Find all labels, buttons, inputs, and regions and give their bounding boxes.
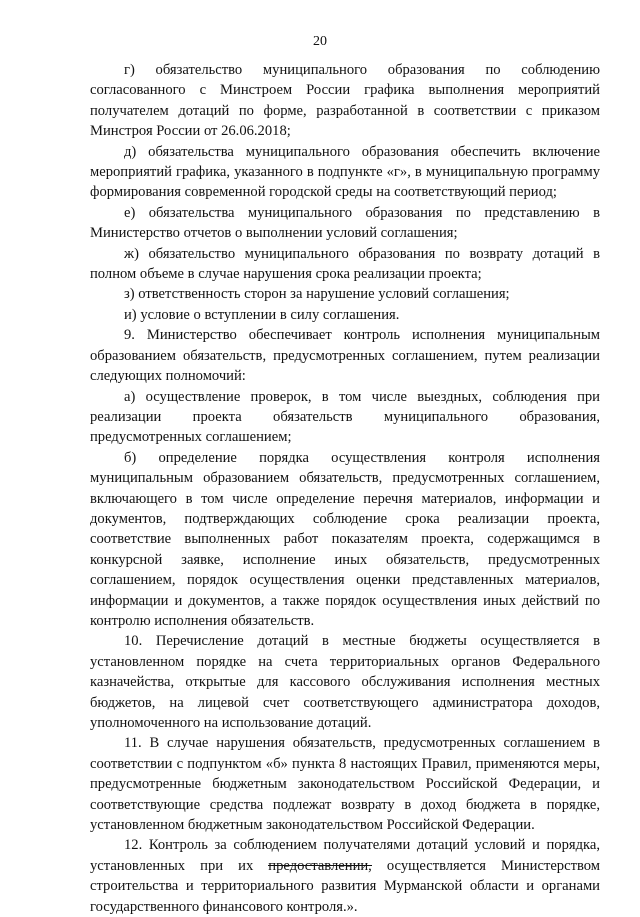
closing-separator-line <box>268 865 372 866</box>
document-body <box>90 60 600 917</box>
page-number: 20 <box>313 34 327 49</box>
paragraph-sub-e: е) обязательства муниципального образования по представлению в Министерство отчетов о выполнении условий соглашения; <box>90 204 600 242</box>
paragraph-sub-d: д) обязательства муниципального образования обеспечить включение мероприятий графика, указанного в подпункте «г», в муниципальную программу формирования современной городской среды на соответствующий период; <box>90 143 600 201</box>
paragraph-9-sub-b: б) определение порядка осуществления контроля исполнения муниципальным образованием обязательств, предусмотренных соглашением, включающего в том числе определение перечня материалов, информации и документов, подтверждающих соблюдение срока реализации проекта, соответствие выполненных работ показателям проекта, содержащимся в конкурсной заявке, исполнение иных обязательств, предусмотренных соглашением, порядок осуществления оценки представленных материалов, информации и документов, а также порядок осуществления иных действий по контролю исполнения обязательств. <box>90 449 600 629</box>
paragraph-9: 9. Министерство обеспечивает контроль исполнения муниципальным образованием обязательств, предусмотренных соглашением, путем реализации следующих полномочий: <box>90 327 600 385</box>
paragraph-12: 12. Контроль за соблюдением получателями дотаций условий и порядка, установленных при их предоставлении, осуществляется Министерством строительства и территориального развития Мурманской области и органами государственного финансового контроля.». <box>90 837 600 915</box>
paragraph-sub-i: и) условие о вступлении в силу соглашения. <box>124 306 400 323</box>
paragraph-10: 10. Перечисление дотаций в местные бюджеты осуществляется в установленном порядке на счета территориальных органов Федерального казначейства, открытые для кассового обслуживания исполнения местных бюджетов, на лицевой счет соответствующего администратора доходов, уполномоченного на использование дотаций. <box>90 633 600 731</box>
paragraph-sub-zh: ж) обязательство муниципального образования по возврату дотаций в полном объеме в случае нарушения срока реализации проекта; <box>90 245 600 283</box>
paragraph-11: 11. В случае нарушения обязательств, предусмотренных соглашением в соответствии с подпунктом «б» пункта 8 настоящих Правил, применяются меры, предусмотренные бюджетным законодательством Российской Федерации, и соответствующие средства подлежат возврату в доход бюджета в порядке, установленном бюджетным законодательством Российской Федерации. <box>90 735 600 834</box>
paragraph-9-sub-a: а) осуществление проверок, в том числе выездных, соблюдения при реализации проекта обязательств муниципального образования, предусмотренных соглашением; <box>90 388 600 446</box>
paragraph-sub-z: з) ответственность сторон за нарушение условий соглашения; <box>124 286 510 303</box>
paragraph-sub-g: г) обязательство муниципального образования по соблюдению согласованного с Минстроем России графика выполнения мероприятий получателем дотаций по форме, разработанной в соответствии с приказом Минстроя России от 26.06.2018; <box>90 62 600 140</box>
